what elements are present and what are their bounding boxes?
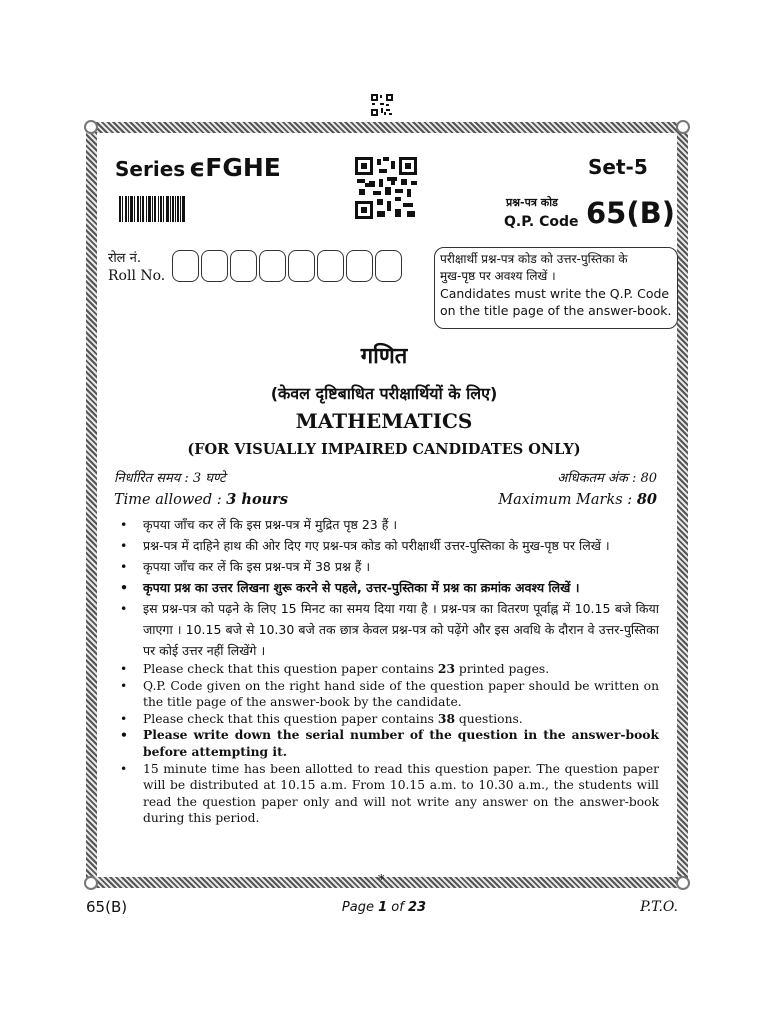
instruction-item: • Please write down the serial number of the question in the answer-book before attempting it. [114,727,659,760]
border-corner-ornament [84,120,98,134]
instruction-item: • कृपया जाँच कर लें कि इस प्रश्न-पत्र में मुद्रित पृष्ठ 23 हैं । [114,514,659,535]
roll-number-digit-box[interactable] [230,250,257,282]
roll-number-digit-box[interactable] [172,250,199,282]
roll-number-label: Roll No. [108,268,166,284]
qp-code-value: 65(B) [586,196,675,230]
instruction-text: Please check that this question paper contains [143,662,438,676]
time-allowed-label: Time allowed : [114,492,227,508]
notice-hindi-line-2: मुख-पृष्ठ पर अवश्य लिखें । [440,269,556,283]
footer-qp-code: 65(B) [86,898,128,916]
current-page: 1 [378,900,388,915]
roll-number-digit-box[interactable] [288,250,315,282]
instructions-list [114,514,659,827]
roll-number-label-hindi: रोल नं. [108,251,141,266]
qr-code-icon [355,157,417,219]
maximum-marks-label: Maximum Marks : [498,492,637,508]
border-corner-ornament [676,876,690,890]
time-allowed-value: 3 hours [226,491,288,508]
qp-code-notice-box [434,247,678,329]
time-allowed-hindi: निर्धारित समय : 3 घण्टे [114,471,226,486]
please-turn-over: P.T.O. [640,899,678,915]
roll-number-digit-box[interactable] [317,250,344,282]
subtitle-hindi: (केवल दृष्टिबाधित परीक्षार्थियों के लिए) [270,384,498,403]
instruction-item: • इस प्रश्न-पत्र को पढ़ने के लिए 15 मिनट का समय दिया गया है । प्रश्न-पत्र का वितरण पूर्वाह्न में 10.15 बजे किया जाएगा । 10.15 बजे से 10.30 बजे तक छात्र केवल प्रश्न-पत्र को पढ़ेंगे और इस अवधि के दौरान वे उत्तर-पुस्तिका पर कोई उत्तर नहीं लिखेंगे । [114,598,659,661]
total-pages: 23 [407,900,427,915]
series-label: Series [115,157,186,181]
small-qr-code-icon [371,94,393,116]
time-allowed [114,491,288,508]
maximum-marks [498,491,657,508]
notice-english-line-1: Candidates must write the Q.P. Code [440,286,670,301]
qp-code-label-hindi: प्रश्न-पत्र कोड [506,196,558,209]
page-separator: of [387,900,408,915]
roll-number-digit-box[interactable] [259,250,286,282]
notice-hindi-line-1: परीक्षार्थी प्रश्न-पत्र कोड को उत्तर-पुस्तिका के [440,252,628,266]
instruction-item [114,711,659,728]
maximum-marks-hindi: अधिकतम अंक : 80 [557,471,657,486]
roll-number-digit-box[interactable] [201,250,228,282]
notice-english-line-2: on the title page of the answer-book. [440,303,672,318]
page-prefix: Page [341,900,379,915]
series-heading [115,153,281,182]
border-star-mark: * [378,873,385,888]
instruction-text: questions. [455,711,523,726]
border-corner-ornament [84,876,98,890]
instruction-item: • कृपया जाँच कर लें कि इस प्रश्न-पत्र में 38 प्रश्न हैं । [114,556,659,577]
instruction-item: • प्रश्न-पत्र में दाहिने हाथ की ओर दिए गए प्रश्न-पत्र कोड को परीक्षार्थी उत्तर-पुस्तिका के मुख-पृष्ठ पर लिखें । [114,535,659,556]
instruction-item: • 15 minute time has been allotted to read this question paper. The question paper will be distributed at 10.15 a.m. From 10.15 a.m. to 10.30 a.m., the students will read the question paper only and will not write any answer on the answer-book during this period. [114,761,659,827]
instruction-text: printed pages. [455,662,550,676]
instruction-text: Please check that this question paper contains [143,711,438,726]
instruction-item: • कृपया प्रश्न का उत्तर लिखना शुरू करने से पहले, उत्तर-पुस्तिका में प्रश्न का क्रमांक अवश्य लिखें । [114,577,659,598]
series-code: ϵFGHE [189,153,281,182]
border-corner-ornament [676,120,690,134]
roll-number-digit-box[interactable] [346,250,373,282]
roll-number-boxes [172,250,402,282]
page-count: 23 [437,661,456,676]
subject-title-hindi: गणित [360,344,408,369]
qp-code-label: Q.P. Code [504,214,579,230]
question-count: 38 [437,710,456,726]
barcode-icon [119,196,185,222]
subtitle: (FOR VISUALLY IMPAIRED CANDIDATES ONLY) [187,441,581,458]
set-number: Set-5 [588,155,648,179]
subject-title: MATHEMATICS [295,409,473,433]
instruction-item [114,661,659,678]
maximum-marks-value: 80 [636,491,657,508]
instruction-item: • Q.P. Code given on the right hand side of the question paper should be written on the title page of the answer-book by the candidate. [114,678,659,711]
roll-number-digit-box[interactable] [375,250,402,282]
